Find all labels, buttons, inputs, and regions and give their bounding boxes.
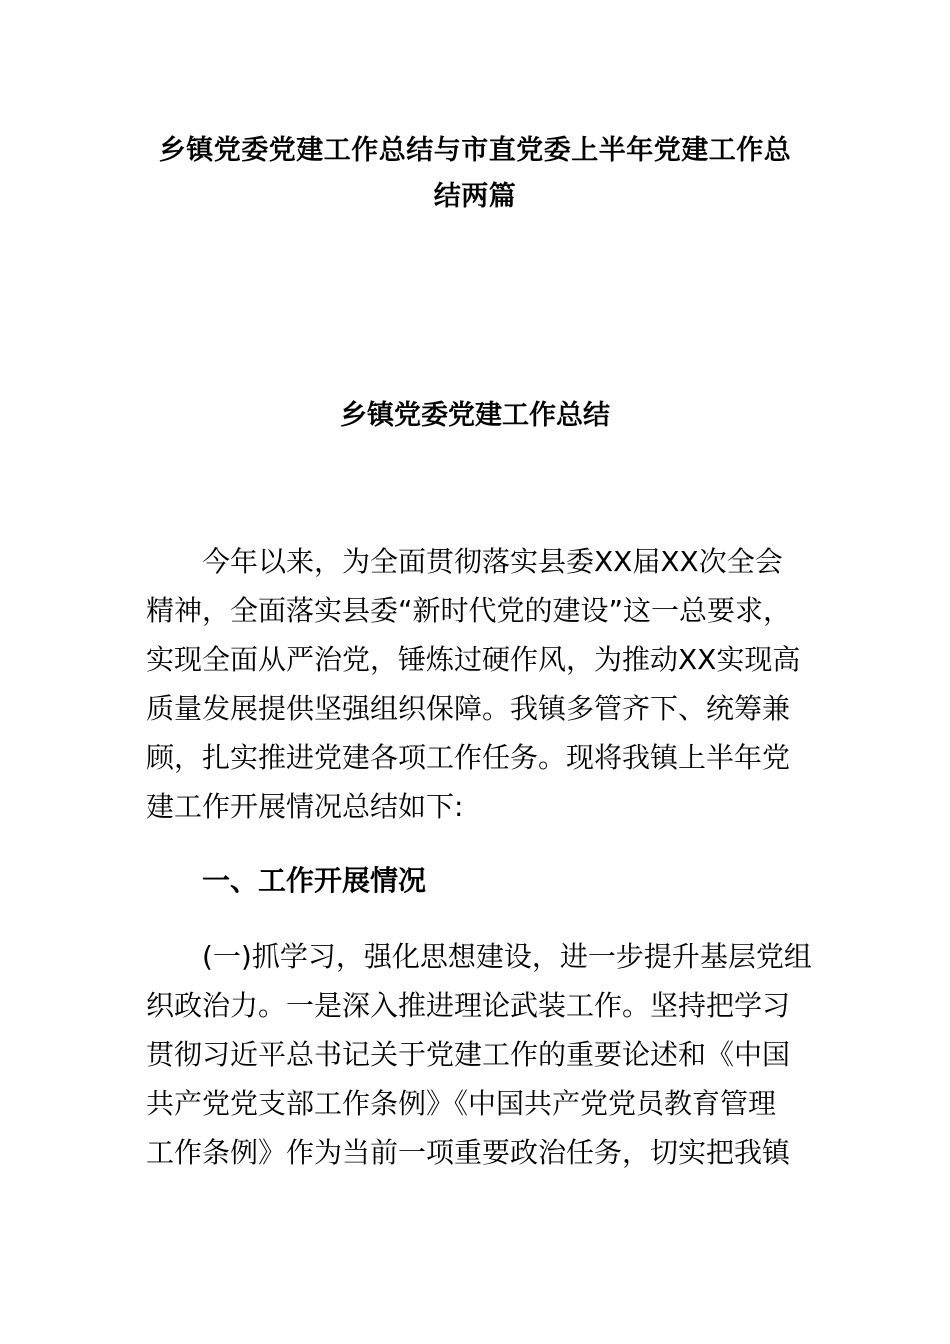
title-line-1: 乡镇党委党建工作总结与市直党委上半年党建工作总 bbox=[158, 135, 792, 166]
body-line-5: 工作条例》作为当前一项重要政治任务，切实把我镇 bbox=[146, 1136, 791, 1169]
body-paragraph bbox=[146, 932, 811, 1177]
document-title bbox=[140, 128, 810, 220]
intro-line-4: 质量发展提供坚强组织保障。我镇多管齐下、统筹兼 bbox=[146, 692, 791, 725]
body-line-1: (一)抓学习，强化思想建设，进一步提升基层党组 bbox=[202, 940, 812, 973]
heading-work-status: 一、工作开展情况 bbox=[202, 864, 427, 897]
intro-line-2: 精神，全面落实县委“新时代党的建设”这一总要求， bbox=[146, 594, 792, 627]
intro-line-5: 顾，扎实推进党建各项工作任务。现将我镇上半年党 bbox=[146, 741, 791, 774]
body-line-3: 贯彻习近平总书记关于党建工作的重要论述和《中国 bbox=[146, 1038, 791, 1071]
body-line-4: 共产党党支部工作条例》《中国共产党党员教育管理 bbox=[146, 1087, 777, 1120]
intro-line-3: 实现全面从严治党，锤炼过硬作风，为推动XX实现高 bbox=[146, 643, 801, 676]
section-title: 乡镇党委党建工作总结 bbox=[340, 400, 610, 431]
intro-paragraph bbox=[146, 537, 811, 831]
intro-line-1: 今年以来，为全面贯彻落实县委XX届XX次全会 bbox=[202, 545, 783, 578]
title-line-2: 结两篇 bbox=[433, 181, 517, 212]
intro-line-6: 建工作开展情况总结如下: bbox=[146, 790, 464, 823]
body-line-2: 织政治力。一是深入推进理论武装工作。坚持把学习 bbox=[146, 989, 791, 1022]
